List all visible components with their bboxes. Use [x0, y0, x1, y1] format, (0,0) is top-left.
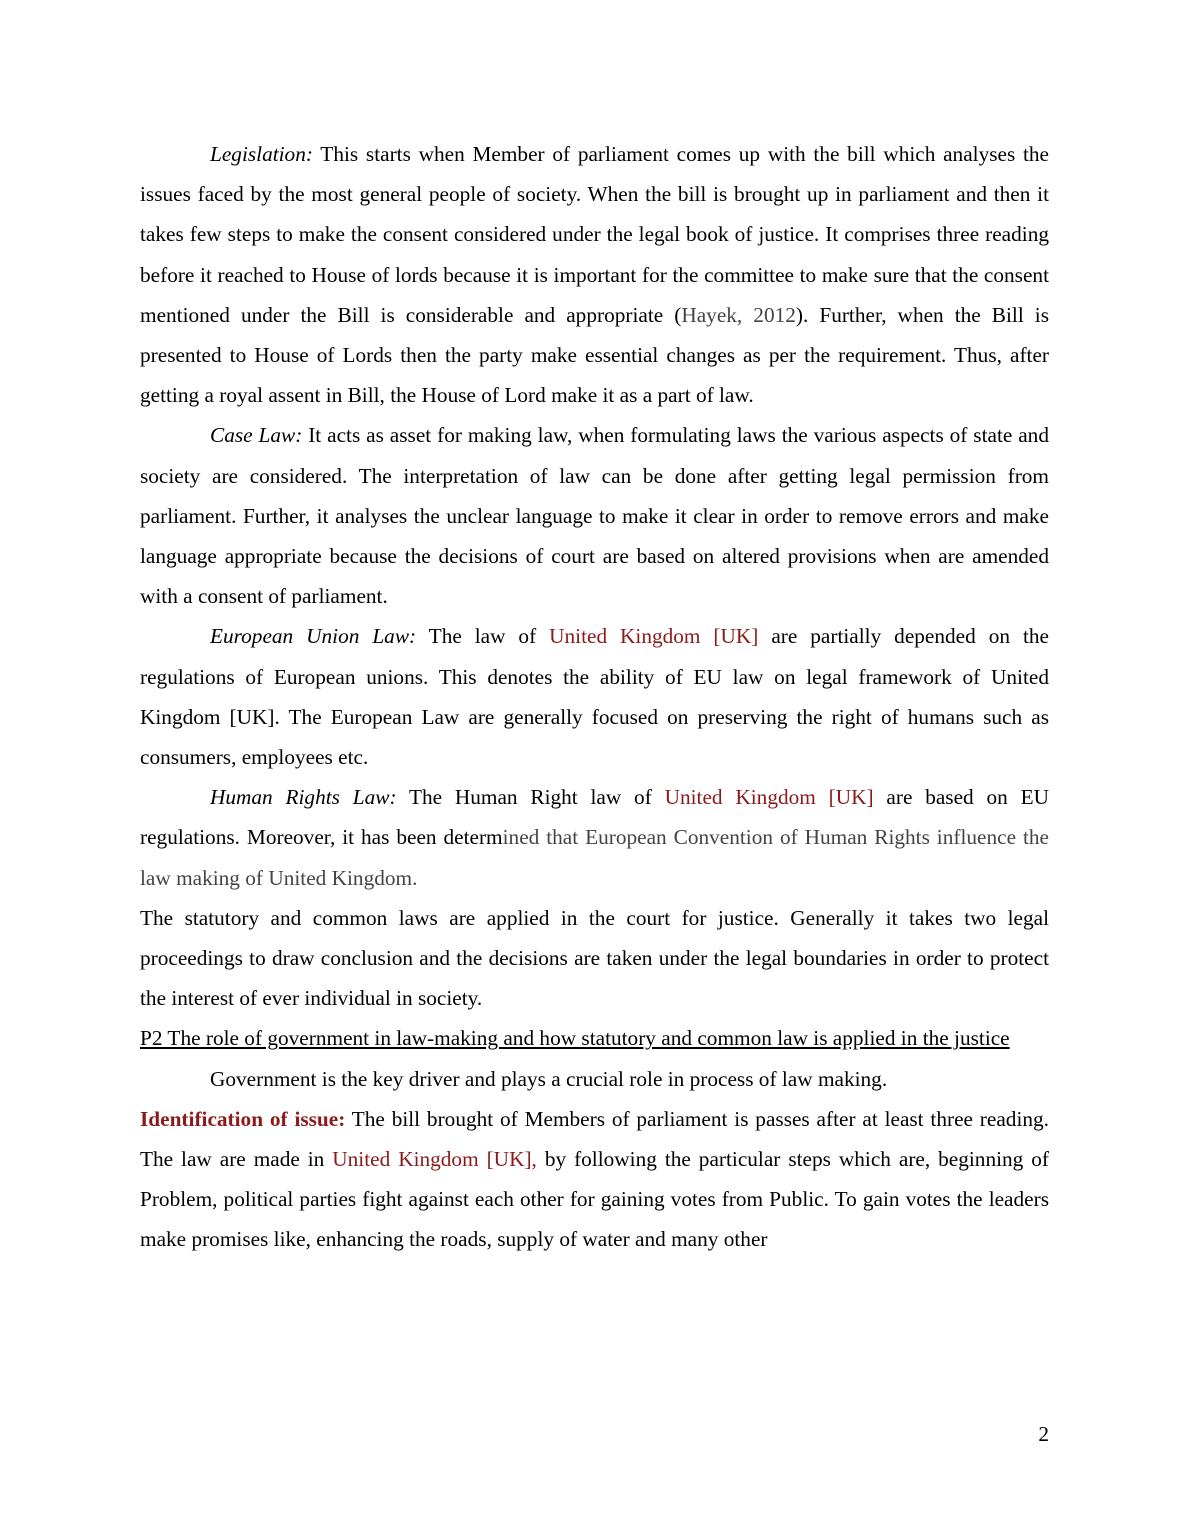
human-rights-text-gray: ined that European Convention of Human Rights influence the law making of United Kingdom.	[140, 825, 1049, 890]
eu-law-country: United Kingdom [UK]	[549, 624, 759, 649]
citation-hayek: Hayek, 2012	[681, 302, 796, 327]
identification-text: The bill brought of Members of parliament is passes after at least three reading. The law are made in	[140, 1106, 1049, 1172]
government-paragraph: Government is the key driver and plays a crucial role in process of law making.	[210, 1066, 888, 1091]
eu-law-text-continued: are partially depended on the regulations of European unions. This denotes the ability of EU law on legal framework of United Kingdom [UK]. The European Law are generally focused on preserving the right of humans such as consumers, employees etc.	[140, 624, 1049, 770]
page-number: 2	[1038, 1422, 1049, 1446]
legislation-text-continued: ). Further, when the Bill is presented to House of Lords then the party make essential changes as per the requirement. Thus, after getting a royal assent in Bill, the House of Lord make it as a part of law.	[140, 302, 1049, 408]
human-rights-country: United Kingdom [UK]	[664, 785, 874, 810]
identification-label: Identification of issue:	[140, 1106, 346, 1131]
document-body	[140, 134, 1049, 1260]
eu-law-paragraph	[140, 616, 1049, 777]
identification-paragraph	[140, 1099, 1049, 1260]
human-rights-text: The Human Right law of	[396, 785, 665, 810]
human-rights-text-continued: are based on EU regulations. Moreover, it has been determ	[140, 785, 1049, 850]
case-law-text: It acts as asset for making law, when formulating laws the various aspects of state and society are considered. The interpretation of law can be done after getting legal permission from parliament. Further, it analyses the unclear language to make it clear in order to remove errors and make language appropriate because the decisions of court are based on altered provisions when are amended with a consent of parliament.	[140, 423, 1049, 609]
legislation-label: Legislation:	[210, 142, 313, 166]
eu-law-label: European Union Law:	[210, 624, 417, 649]
legislation-paragraph	[140, 134, 1049, 415]
human-rights-label: Human Rights Law:	[210, 785, 397, 810]
statutory-paragraph: The statutory and common laws are applied in the court for justice. Generally it takes two legal proceedings to draw conclusion and the decisions are taken under the legal boundaries in order to protect the interest of ever individual in society.	[140, 905, 1049, 1011]
section-heading-p2: P2 The role of government in law-making and how statutory and common law is applied in the justice	[140, 1026, 1010, 1051]
identification-text-continued: by following the particular steps which are, beginning of Problem, political parties fight against each other for gaining votes from Public. To gain votes the leaders make promises like, enhancing the roads, supply of water and many other	[140, 1147, 1049, 1252]
legislation-text: This starts when Member of parliament comes up with the bill which analyses the issues faced by the most general people of society. When the bill is brought up in parliament and then it takes few steps to make the consent considered under the legal book of justice. It comprises three reading before it reached to House of lords because it is important for the committee to make sure that the consent mentioned under the Bill is considerable and appropriate (	[140, 142, 1049, 327]
eu-law-text: The law of	[416, 624, 550, 649]
human-rights-paragraph	[140, 777, 1049, 898]
case-law-paragraph	[140, 415, 1049, 616]
identification-country: United Kingdom [UK],	[332, 1147, 537, 1172]
case-law-label: Case Law:	[210, 423, 303, 448]
